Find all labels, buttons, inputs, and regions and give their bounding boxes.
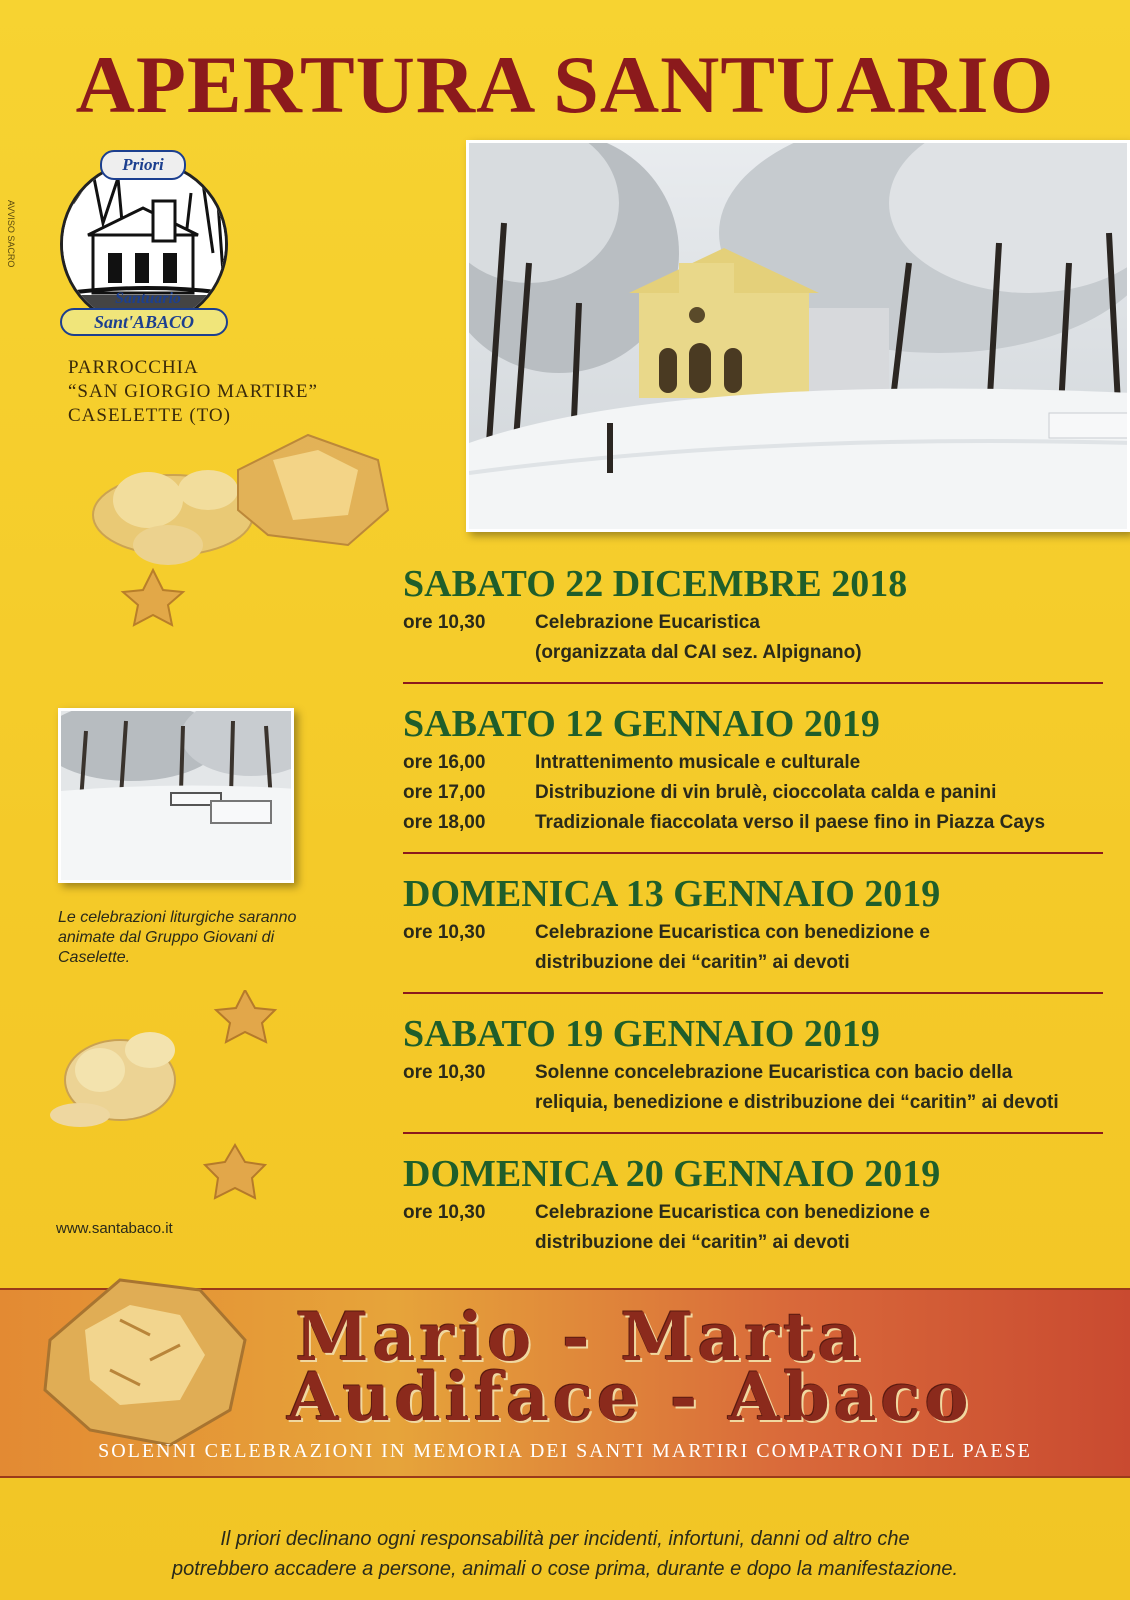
parish-line1: PARROCCHIA (68, 357, 199, 378)
event-desc: Celebrazione Eucaristica (535, 612, 760, 633)
event-time: ore 16,00 (403, 752, 486, 773)
event-desc: distribuzione dei “caritin” ai devoti (535, 1232, 850, 1253)
website-link[interactable]: www.santabaco.it (56, 1220, 173, 1237)
event-date: SABATO 19 GENNAIO 2019 (403, 1013, 880, 1055)
disclaimer-line1: Il priori declinano ogni responsabilità per incidenti, infortuni, danni od altro che (220, 1528, 910, 1550)
event-time: ore 10,30 (403, 612, 486, 633)
banner-subtitle: SOLENNI CELEBRAZIONI IN MEMORIA DEI SANTI MARTIRI COMPATRONI DEL PAESE (98, 1440, 1032, 1462)
event-item (403, 700, 1103, 854)
parish-line3: CASELETTE (TO) (68, 405, 231, 426)
event-time (403, 638, 535, 668)
event-row (403, 948, 1103, 978)
event-row (403, 638, 1103, 668)
event-row (403, 808, 1103, 838)
event-item (403, 870, 1103, 994)
event-item (403, 1150, 1103, 1272)
event-row (403, 1228, 1103, 1258)
side-note: AVVISO SACRO (6, 200, 16, 268)
event-time (403, 1228, 535, 1258)
event-date: SABATO 22 DICEMBRE 2018 (403, 563, 908, 605)
parish-line2: “SAN GIORGIO MARTIRE” (68, 381, 318, 402)
event-time: ore 10,30 (403, 1202, 486, 1223)
event-desc: reliquia, benedizione e distribuzione dei “caritin” ai devoti (535, 1092, 1059, 1113)
logo-priori-label: Priori (100, 150, 186, 180)
event-row (403, 1088, 1103, 1118)
event-row (403, 608, 1103, 638)
parish-info (68, 356, 318, 428)
event-item (403, 560, 1103, 684)
event-time: ore 10,30 (403, 1062, 486, 1083)
event-desc: Celebrazione Eucaristica con benedizione e (535, 922, 930, 943)
banner-saints-line1: Mario - Marta (295, 1298, 865, 1376)
event-desc: Intrattenimento musicale e culturale (535, 752, 861, 773)
event-row (403, 1058, 1103, 1088)
disclaimer (0, 1524, 1130, 1584)
sanctuary-logo (58, 150, 230, 342)
event-time: ore 18,00 (403, 812, 486, 833)
biscuits-bottom-image (40, 990, 280, 1210)
event-item (403, 1010, 1103, 1134)
event-desc: distribuzione dei “caritin” ai devoti (535, 952, 850, 973)
banner-saints-line2: Audiface - Abaco (287, 1358, 973, 1436)
event-time (403, 1088, 535, 1118)
biscuits-top-image (58, 420, 398, 660)
event-desc: Tradizionale fiaccolata verso il paese fino in Piazza Cays (535, 812, 1046, 833)
event-desc: (organizzata dal CAI sez. Alpignano) (535, 642, 862, 663)
event-desc: Solenne concelebrazione Eucaristica con bacio della (535, 1062, 1013, 1083)
event-row (403, 748, 1103, 778)
snowy-park-photo (58, 708, 294, 883)
events-list (403, 560, 1103, 1288)
event-date: DOMENICA 20 GENNAIO 2019 (403, 1153, 941, 1195)
page-title: APERTURA SANTUARIO (75, 39, 1055, 130)
event-time: ore 17,00 (403, 782, 486, 803)
event-date: DOMENICA 13 GENNAIO 2019 (403, 873, 941, 915)
event-row (403, 918, 1103, 948)
sanctuary-snow-photo (466, 140, 1130, 532)
event-desc: Distribuzione di vin brulè, cioccolata calda e panini (535, 782, 997, 803)
logo-santuario-label: Santuario (115, 290, 181, 307)
saints-banner (0, 1288, 1130, 1478)
event-time (403, 948, 535, 978)
celebrations-note: Le celebrazioni liturgiche saranno animate dal Gruppo Giovani di Caselette. (58, 909, 297, 966)
event-time: ore 10,30 (403, 922, 486, 943)
event-row (403, 778, 1103, 808)
logo-santabaco-label: Sant'ABACO (60, 308, 228, 336)
event-desc: Celebrazione Eucaristica con benedizione e (535, 1202, 930, 1223)
disclaimer-line2: potrebbero accadere a persone, animali o cose prima, durante e dopo la manifestazione. (171, 1558, 959, 1580)
event-date: SABATO 12 GENNAIO 2019 (403, 703, 880, 745)
event-row (403, 1198, 1103, 1228)
